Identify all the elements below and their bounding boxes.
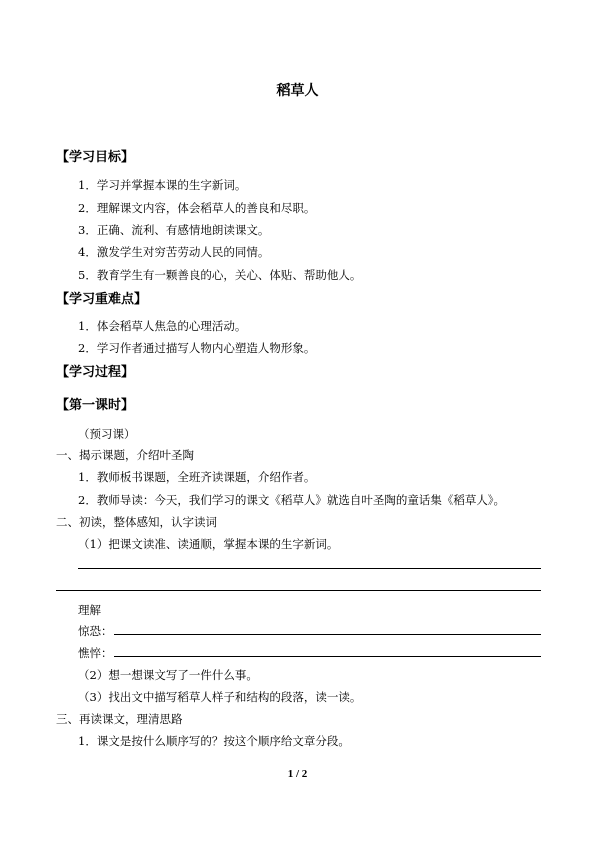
word-qiaocui-line: [114, 656, 541, 657]
key-points-heading: 【学习重难点】: [56, 292, 148, 307]
part2-step-2: （2）想一想课文写了一件什么事。: [78, 668, 258, 682]
part3-title: 三、再读课文，理清思路: [56, 712, 183, 726]
objectives-heading: 【学习目标】: [56, 150, 135, 165]
part2-title: 二、初读，整体感知，认字读词: [56, 515, 217, 529]
lesson1-heading: 【第一课时】: [56, 398, 135, 413]
part1-item-2: 2．教师导读：今天，我们学习的课文《稻草人》就选自叶圣陶的童话集《稻草人》。: [78, 493, 506, 507]
objective-item-4: 4．激发学生对穷苦劳动人民的同情。: [78, 245, 270, 259]
objective-item-5: 5．教育学生有一颗善良的心，关心、体贴、帮助他人。: [78, 268, 362, 282]
word-jingkong-label: 惊恐：: [78, 624, 113, 638]
word-qiaocui-label: 憔悴：: [78, 646, 113, 660]
part2-step-1: （1）把课文读准、读通顺，掌握本课的生字新词。: [78, 537, 339, 551]
objective-item-3: 3．正确、流利、有感情地朗读课文。: [78, 223, 270, 237]
process-heading: 【学习过程】: [56, 365, 135, 380]
lesson1-note: （预习课）: [78, 427, 136, 441]
part1-title: 一、揭示课题，介绍叶圣陶: [56, 448, 194, 462]
objective-item-1: 1．学习并掌握本课的生字新词。: [78, 178, 247, 192]
understand-label: 理解: [78, 603, 101, 617]
page-number: 1 / 2: [287, 768, 308, 780]
part2-step-3: （3）找出文中描写稻草人样子和结构的段落，读一读。: [78, 690, 362, 704]
answer-line-2: [56, 590, 541, 591]
part3-item-1: 1．课文是按什么顺序写的？按这个顺序给文章分段。: [78, 734, 350, 748]
answer-line-1: [78, 568, 541, 569]
key-point-item-1: 1．体会稻草人焦急的心理活动。: [78, 319, 247, 333]
part1-item-1: 1．教师板书课题，全班齐读课题，介绍作者。: [78, 470, 316, 484]
word-jingkong-line: [114, 634, 541, 635]
objective-item-2: 2．理解课文内容，体会稻草人的善良和尽职。: [78, 201, 316, 215]
document-title: 稻草人: [276, 83, 319, 99]
key-point-item-2: 2．学习作者通过描写人物内心塑造人物形象。: [78, 341, 316, 355]
